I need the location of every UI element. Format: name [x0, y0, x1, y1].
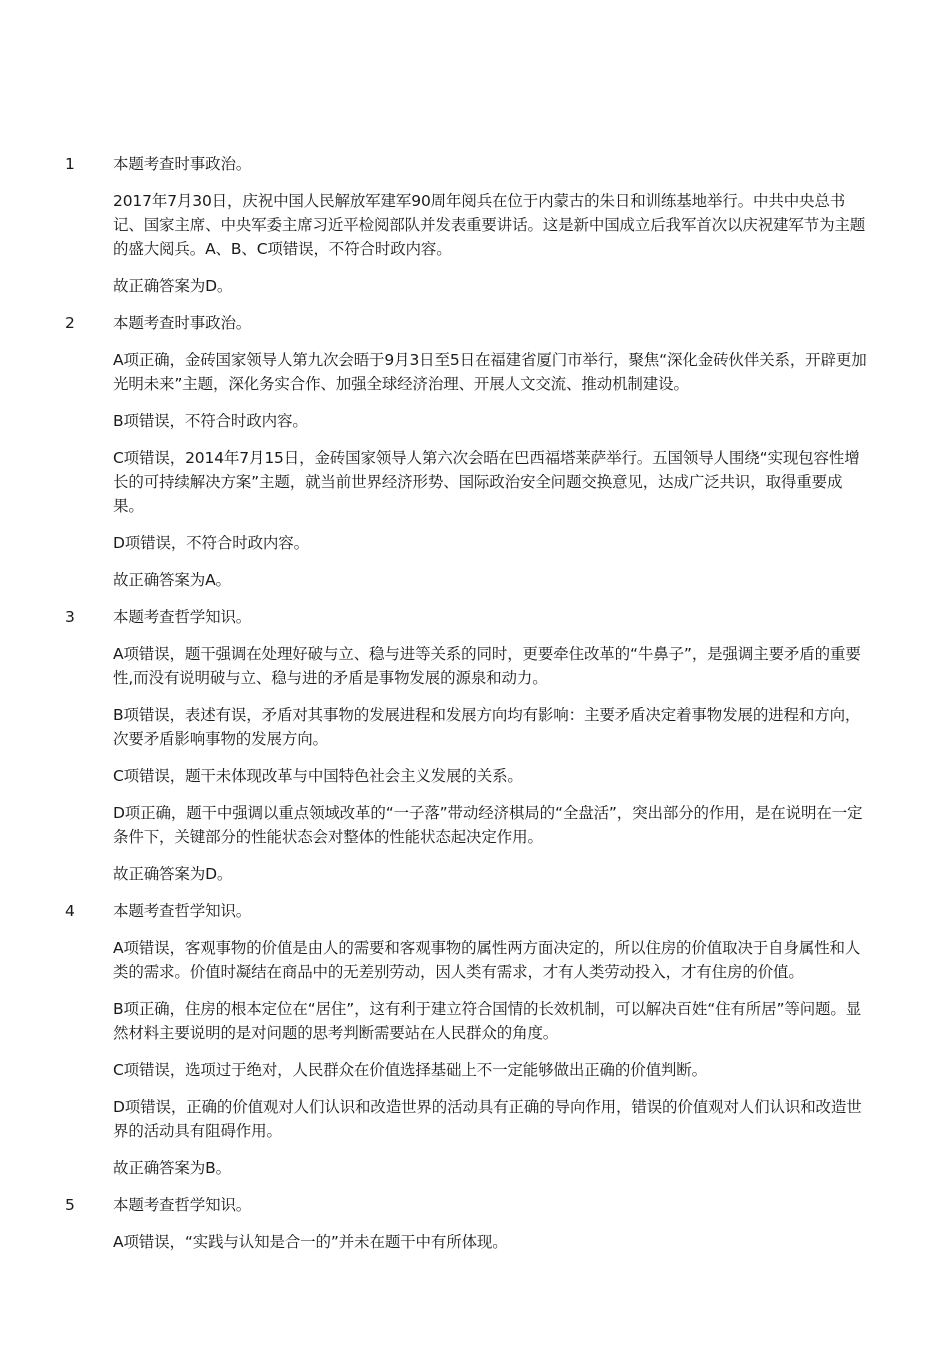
- explanation-paragraph: A项错误，“实践与认知是合一的”并未在题干中有所体现。: [113, 1233, 508, 1251]
- explanation-paragraph: 本题考查时事政治。: [113, 314, 252, 332]
- question-number: 1: [65, 155, 75, 173]
- explanation-paragraph: C项错误，选项过于绝对，人民群众在价值选择基础上不一定能够做出正确的价值判断。: [113, 1061, 707, 1079]
- question-3: [0, 605, 950, 886]
- answer-explanations: [0, 152, 950, 1267]
- explanation-paragraph: A项正确，金砖国家领导人第九次会晤于9月3日至5日在福建省厦门市举行，聚焦“深化金砖伙伴关系，开辟更加光明未来”主题，深化务实合作、加强全球经济治理、开展人文交流、推动机制建设。: [113, 351, 867, 393]
- question-number: 2: [65, 314, 75, 332]
- question-2: [0, 311, 950, 592]
- answer-line: 故正确答案为B。: [113, 1159, 231, 1177]
- answer-line: 故正确答案为D。: [113, 277, 233, 295]
- explanation-paragraph: C项错误，2014年7月15日，金砖国家领导人第六次会晤在巴西福塔莱萨举行。五国领导人围绕“实现包容性增长的可持续解决方案”主题，就当前世界经济形势、国际政治安全问题交换意见，达成广泛共识，取得重要成果。: [113, 449, 860, 515]
- question-4: [0, 899, 950, 1180]
- explanation-paragraph: D项错误，正确的价值观对人们认识和改造世界的活动具有正确的导向作用，错误的价值观对人们认识和改造世界的活动具有阻碍作用。: [113, 1098, 862, 1140]
- explanation-paragraph: D项正确，题干中强调以重点领域改革的“一子落”带动经济棋局的“全盘活”，突出部分的作用，是在说明在一定条件下，关键部分的性能状态会对整体的性能状态起决定作用。: [113, 804, 863, 846]
- explanation-paragraph: A项错误，题干强调在处理好破与立、稳与进等关系的同时，更要牵住改革的“牛鼻子”，是强调主要矛盾的重要性,而没有说明破与立、稳与进的矛盾是事物发展的源泉和动力。: [113, 645, 861, 687]
- explanation-paragraph: B项错误，不符合时政内容。: [113, 412, 308, 430]
- explanation-paragraph: 2017年7月30日，庆祝中国人民解放军建军90周年阅兵在位于内蒙古的朱日和训练基地举行。中共中央总书记、国家主席、中央军委主席习近平检阅部队并发表重要讲话。这是新中国成立后我军首次以庆祝建军节为主题的盛大阅兵。A、B、C项错误，不符合时政内容。: [113, 192, 866, 258]
- explanation-paragraph: 本题考查哲学知识。: [113, 1196, 252, 1214]
- explanation-paragraph: A项错误，客观事物的价值是由人的需要和客观事物的属性两方面决定的，所以住房的价值取决于自身属性和人类的需求。价值时凝结在商品中的无差别劳动，因人类有需求，才有人类劳动投入，才有住房的价值。: [113, 939, 861, 981]
- explanation-paragraph: C项错误，题干未体现改革与中国特色社会主义发展的关系。: [113, 767, 523, 785]
- question-5: [0, 1193, 950, 1254]
- explanation-paragraph: 本题考查哲学知识。: [113, 608, 252, 626]
- question-number: 3: [65, 608, 75, 626]
- answer-line: 故正确答案为D。: [113, 865, 233, 883]
- explanation-paragraph: D项错误，不符合时政内容。: [113, 534, 309, 552]
- question-number: 4: [65, 902, 75, 920]
- question-number: 5: [65, 1196, 75, 1214]
- explanation-paragraph: 本题考查时事政治。: [113, 155, 252, 173]
- question-1: [0, 152, 950, 298]
- explanation-paragraph: B项正确，住房的根本定位在“居住”，这有利于建立符合国情的长效机制，可以解决百姓“住有所居”等问题。显然材料主要说明的是对问题的思考判断需要站在人民群众的角度。: [113, 1000, 862, 1042]
- explanation-paragraph: B项错误，表述有误，矛盾对其事物的发展进程和发展方向均有影响：主要矛盾决定着事物发展的进程和方向，次要矛盾影响事物的发展方向。: [113, 706, 861, 748]
- answer-line: 故正确答案为A。: [113, 571, 231, 589]
- explanation-paragraph: 本题考查哲学知识。: [113, 902, 252, 920]
